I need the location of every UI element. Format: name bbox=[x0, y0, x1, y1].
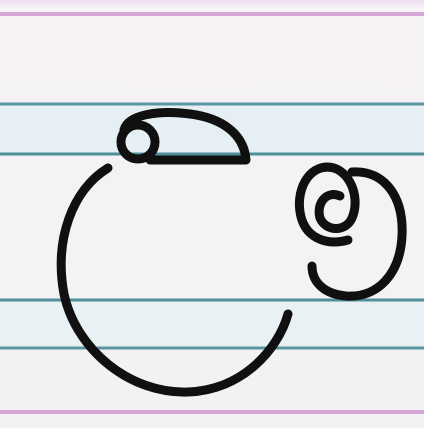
glyph-small-letter bbox=[299, 167, 402, 296]
glyph-bowl bbox=[61, 168, 288, 392]
glyph-curl bbox=[299, 167, 355, 242]
upper-band bbox=[0, 104, 424, 154]
